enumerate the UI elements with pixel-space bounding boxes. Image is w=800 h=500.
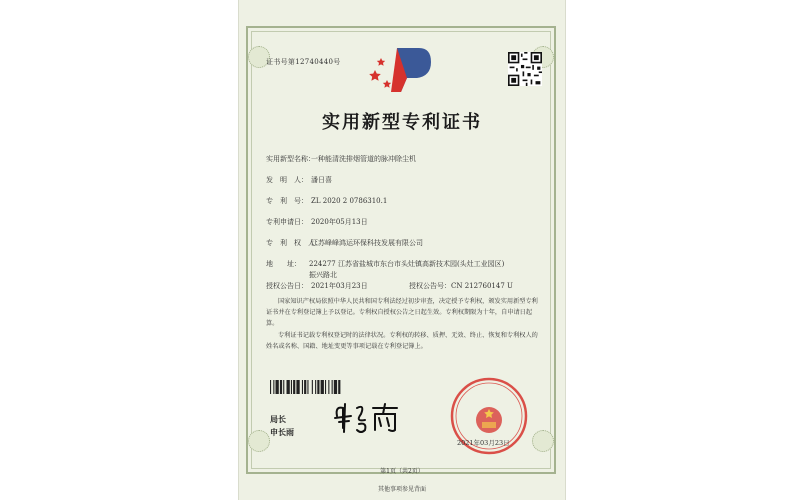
barcode-bar (296, 380, 299, 394)
barcode-bar (315, 380, 316, 394)
seal-date: 2021年03月23日 (457, 439, 510, 447)
barcode-bar (304, 380, 306, 394)
field-label: 实用新型名称： (266, 155, 315, 163)
field-inventor (266, 175, 332, 185)
field-label: 专 利 权 人： (266, 239, 322, 247)
field-value: 潘日喜 (311, 176, 332, 184)
field-label: 专 利 号： (266, 197, 308, 205)
field-label: 发 明 人： (266, 176, 308, 184)
barcode-bar (287, 380, 290, 394)
signature-icon (331, 398, 401, 438)
barcode-bar (302, 380, 303, 394)
barcode-bar (321, 380, 324, 394)
field-value: CN 212760147 U (451, 282, 513, 290)
corner-ornament-icon (532, 430, 554, 452)
director-block (270, 413, 294, 439)
certificate-number: 证书号第12740440号 (266, 58, 341, 66)
barcode-bar (273, 380, 274, 394)
field-value: 2021年03月23日 (311, 282, 368, 290)
field-address-value: 224277 江苏省盐城市东台市头灶镇高新技术园(头灶工业园区)振兴路北 (309, 260, 505, 279)
field-application-date (266, 217, 368, 227)
barcode-bar (312, 380, 313, 394)
field-utility-model-name (266, 154, 416, 164)
field-grant-date (266, 281, 368, 291)
page-number: 第1页（共2页） (380, 468, 424, 475)
barcode-bar (317, 380, 319, 394)
field-value: 2020年05月13日 (311, 218, 368, 226)
barcode-bar (270, 380, 271, 394)
qr-code-icon (508, 52, 542, 86)
barcode-bar (338, 380, 340, 394)
barcode-bar (283, 380, 284, 394)
footer-note: 其他事项参见背面 (377, 486, 426, 493)
barcode-bar (293, 380, 295, 394)
patent-certificate (238, 0, 566, 500)
corner-ornament-icon (248, 430, 270, 452)
barcode-bar (328, 380, 329, 394)
field-value: ZL 2020 2 0786310.1 (311, 197, 388, 205)
certificate-title: 实用新型专利证书 (322, 112, 482, 133)
barcode-bar (276, 380, 279, 394)
cnipa-logo-icon (367, 44, 437, 96)
director-name: 申长雨 (270, 427, 294, 437)
certificate-paragraph: 专利证书记载专利权登记时的法律状况。专利权的转移、质押、无效、终止、恢复和专利权人的姓名或名称、国籍、地址变更等事项记载在专利登记簿上。 (266, 332, 538, 350)
field-address-label: 地 址： (266, 260, 301, 268)
field-value: 江苏峰峰鸿运环保科技发展有限公司 (311, 239, 423, 247)
field-label: 授权公告日： (266, 282, 308, 290)
barcode-icon (270, 380, 398, 394)
barcode-bar (332, 380, 333, 394)
barcode-bar (334, 380, 337, 394)
field-patentee (266, 238, 423, 248)
barcode-bar (325, 380, 326, 394)
field-announcement-number (409, 281, 513, 291)
field-label: 授权公告号： (409, 282, 451, 290)
director-title: 局长 (270, 414, 286, 424)
barcode-bar (291, 380, 292, 394)
barcode-bar (280, 380, 282, 394)
field-value: 一种能清洗排烟管道的脉冲除尘机 (311, 155, 416, 163)
certificate-paragraph: 国家知识产权局依照中华人民共和国专利法经过初步审查，决定授予专利权，颁发实用新型专利证书并在专利登记簿上予以登记。专利权自授权公告之日起生效。专利权期限为十年，自申请日起算。 (266, 298, 538, 327)
field-label: 专利申请日： (266, 218, 308, 226)
field-patent-number (266, 196, 387, 206)
barcode-bar (307, 380, 308, 394)
